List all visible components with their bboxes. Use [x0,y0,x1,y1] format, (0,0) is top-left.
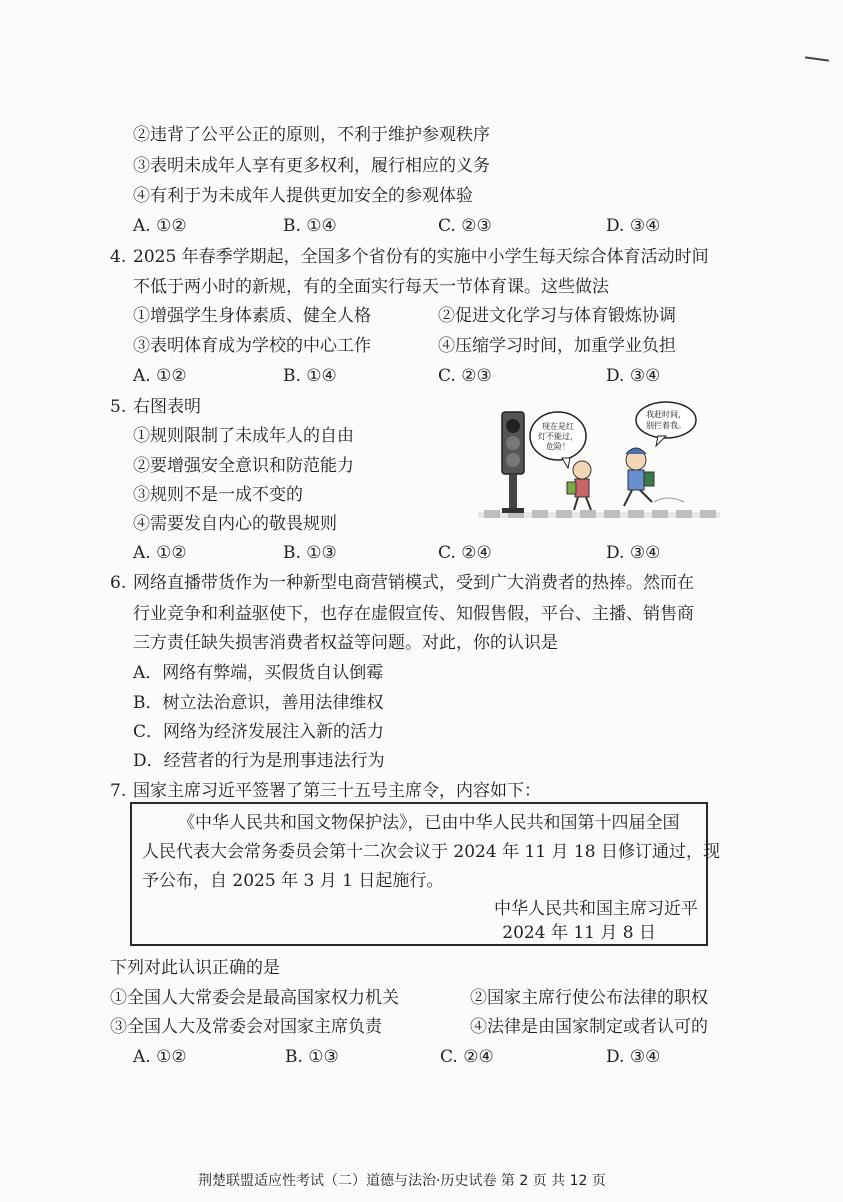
q4-option-1: ①增强学生身体素质、健全人格 [133,306,371,326]
q6-stem-line2: 行业竞争和利益驱使下，也存在虚假宣传、知假售假，平台、主播、销售商 [133,604,694,624]
q7-option-3: ③全国人大及常委会对国家主席负责 [110,1017,382,1037]
scan-mark [805,56,829,61]
q3-choice-d: D. ③④ [606,216,661,236]
q3-choice-b: B. ①④ [283,216,337,236]
q4-stem-line1: 2025 年春季学期起，全国多个省份有的实施中小学生每天综合体育活动时间 [133,247,709,267]
q7-option-4: ④法律是由国家制定或者认可的 [470,1017,708,1037]
q4-choice-c: C. ②③ [438,366,492,386]
q7-choice-b: B. ①③ [285,1047,339,1067]
bubble-right-line2: 别拦着我。 [646,421,686,430]
q7-choice-c: C. ②④ [440,1047,494,1067]
boy-figure-icon [624,448,684,506]
q3-choice-a: A. ①② [133,216,187,236]
q4-choice-a: A. ①② [133,366,187,386]
q6-choice-a: A．网络有弊端，买假货自认倒霉 [133,663,384,683]
order-text-line1: 《中华人民共和国文物保护法》，已由中华人民共和国第十四届全国 [178,813,680,833]
girl-figure-icon [567,461,591,510]
page-footer: 荆楚联盟适应性考试（二）道德与法治·历史试卷 第 2 页 共 12 页 [198,1173,606,1189]
rushing-speech-bubble [636,402,696,446]
q7-ask: 下列对此认识正确的是 [110,958,280,978]
cartoon-illustration [478,398,720,528]
q5-choice-b: B. ①③ [283,543,337,563]
order-signature: 中华人民共和国主席习近平 [494,899,698,919]
q5-number: 5. [110,397,127,417]
bubble-left-line1: 现在是红 [542,422,574,431]
q7-stem: 国家主席习近平签署了第三十五号主席令，内容如下： [133,781,541,801]
presidential-order-box [130,802,720,946]
q7-option-1: ①全国人大常委会是最高国家权力机关 [110,988,399,1008]
q7-number: 7. [110,781,127,801]
q5-option-3: ③规则不是一成不变的 [133,485,303,505]
q7-option-2: ②国家主席行使公布法律的职权 [470,988,708,1008]
q4-option-4: ④压缩学习时间，加重学业负担 [438,336,676,356]
q5-choice-a: A. ①② [133,543,187,563]
bubble-left-line3: 危险！ [546,442,570,451]
q6-choice-d: D．经营者的行为是刑事违法行为 [133,751,385,771]
traffic-light-icon [502,412,524,513]
q5-option-4: ④需要发自内心的敬畏规则 [133,514,337,534]
q3-option-4: ④有利于为未成年人提供更加安全的参观体验 [133,186,473,206]
q5-option-2: ②要增强安全意识和防范能力 [133,456,354,476]
q3-option-3: ③表明未成年人享有更多权利，履行相应的义务 [133,156,490,176]
q5-choice-c: C. ②④ [438,543,492,563]
traffic-light-cartoon [478,398,720,528]
q4-number: 4. [110,247,127,267]
order-text-line2: 人民代表大会常务委员会第十二次会议于 2024 年 11 月 18 日修订通过，现 [142,842,720,862]
q7-choice-d: D. ③④ [606,1047,661,1067]
q4-choice-d: D. ③④ [606,366,661,386]
bubble-right-line1: 我赶时间， [646,410,686,419]
q7-choice-a: A. ①② [133,1047,187,1067]
q5-stem: 右图表明 [133,397,201,417]
q4-option-3: ③表明体育成为学校的中心工作 [133,336,371,356]
q6-stem-line1: 网络直播带货作为一种新型电商营销模式，受到广大消费者的热捧。然而在 [133,573,694,593]
bubble-left-line2: 灯不能过， [538,432,578,441]
q3-option-2: ②违背了公平公正的原则，不利于维护参观秩序 [133,125,490,145]
q4-option-2: ②促进文化学习与体育锻炼协调 [438,306,676,326]
order-text-line3: 予公布，自 2025 年 3 月 1 日起施行。 [142,871,444,891]
q4-choice-b: B. ①④ [283,366,337,386]
q6-stem-line3: 三方责任缺失损害消费者权益等问题。对此，你的认识是 [133,633,558,653]
order-date: 2024 年 11 月 8 日 [502,923,656,943]
q6-choice-c: C．网络为经济发展注入新的活力 [133,722,385,742]
q3-choice-c: C. ②③ [438,216,492,236]
warning-speech-bubble [530,412,586,468]
q5-option-1: ①规则限制了未成年人的自由 [133,426,354,446]
q4-stem-line2: 不低于两小时的新规，有的全面实行每天一节体育课。这些做法 [133,277,609,297]
q5-choice-d: D. ③④ [606,543,661,563]
q6-number: 6. [110,573,127,593]
q6-choice-b: B．树立法治意识，善用法律维权 [133,693,384,713]
